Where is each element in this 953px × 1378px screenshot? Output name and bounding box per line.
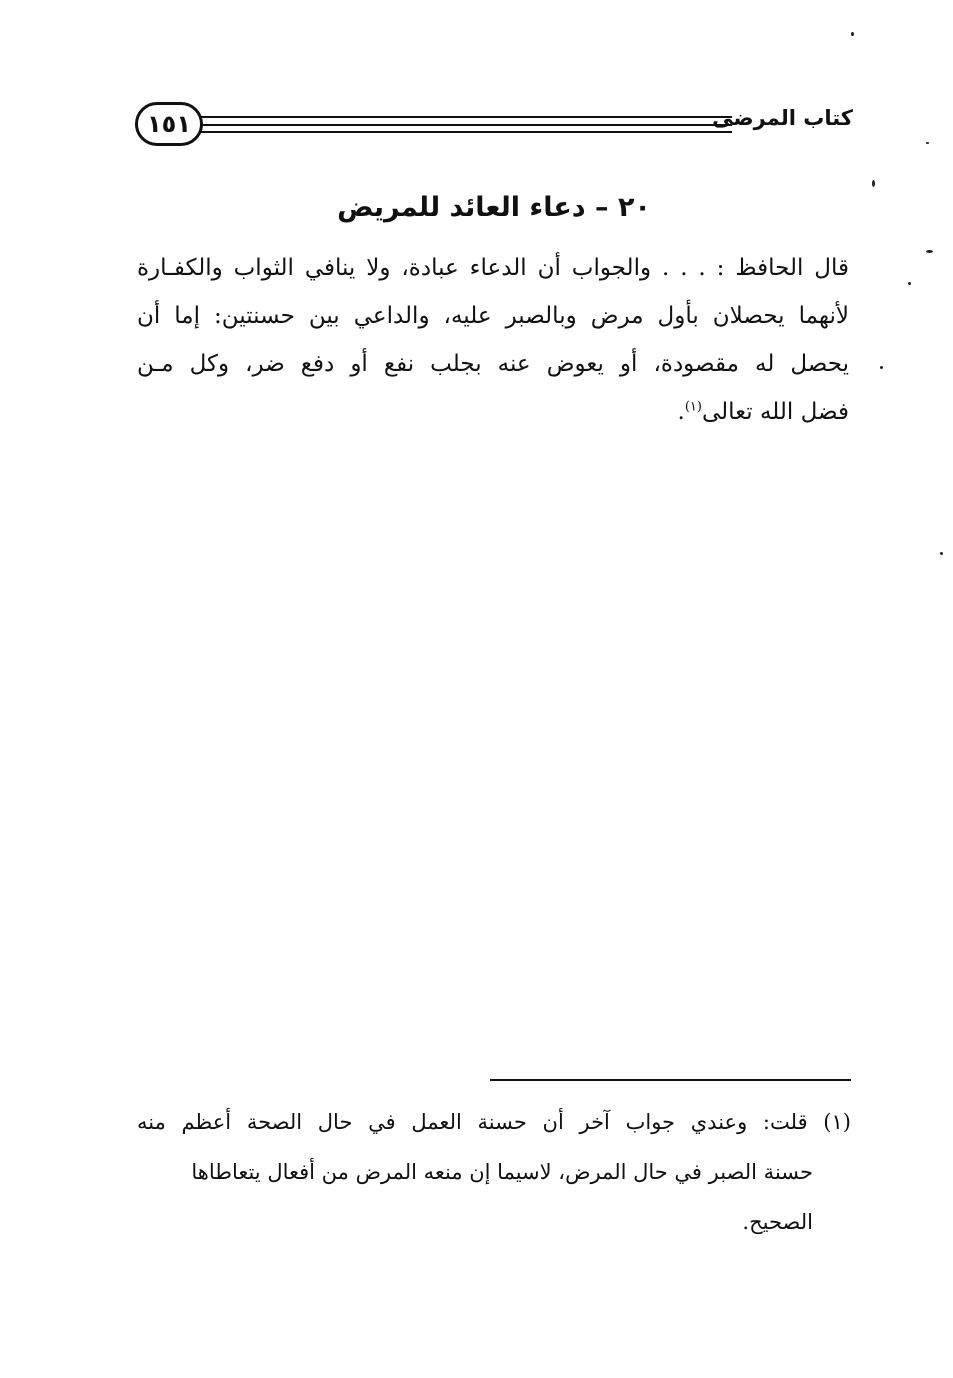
body-paragraph: [137, 244, 849, 436]
body-line-text: فضل الله تعالى: [701, 399, 849, 425]
scan-speck: [926, 142, 929, 144]
section-title: ٢٠ – دعاء العائد للمريض: [337, 192, 651, 223]
scan-speck: [940, 552, 943, 555]
scan-speck: [908, 282, 911, 285]
body-line: لأنهما يحصلان بأول مرض وبالصبر عليه، والداعي بين حسنتين: إما أن: [137, 303, 849, 329]
footnote-reference: (١): [684, 399, 702, 415]
scan-speck: [872, 180, 875, 187]
running-header: [135, 100, 853, 152]
header-rule: [197, 116, 732, 118]
scan-speck: [880, 366, 883, 369]
footnote: [137, 1097, 851, 1247]
header-rule: [197, 131, 732, 133]
footnote-separator: [490, 1079, 851, 1081]
page-number: ١٥١: [147, 110, 191, 138]
body-line: يحصل له مقصودة، أو يعوض عنه بجلب نفع أو دفع ضر، وكل مـن: [137, 351, 849, 377]
scan-speck: [851, 32, 854, 36]
footnote-line: الصحيح.: [742, 1210, 813, 1234]
header-rule: [197, 124, 732, 126]
final-period: .: [677, 399, 685, 425]
page-number-frame: [135, 102, 203, 146]
body-line-last: [137, 388, 849, 436]
footnote-line: (١) قلت: وعندي جواب آخر أن حسنة العمل في حال الصحة أعظم منه: [137, 1110, 851, 1134]
scan-speck: [926, 250, 933, 253]
footnote-line: حسنة الصبر في حال المرض، لاسيما إن منعه المرض من أفعال يتعاطاها: [191, 1160, 813, 1184]
running-title: كتاب المرضى: [712, 106, 853, 130]
body-line: قال الحافظ : . . . والجواب أن الدعاء عبادة، ولا ينافي الثواب والكفـارة: [137, 255, 849, 281]
